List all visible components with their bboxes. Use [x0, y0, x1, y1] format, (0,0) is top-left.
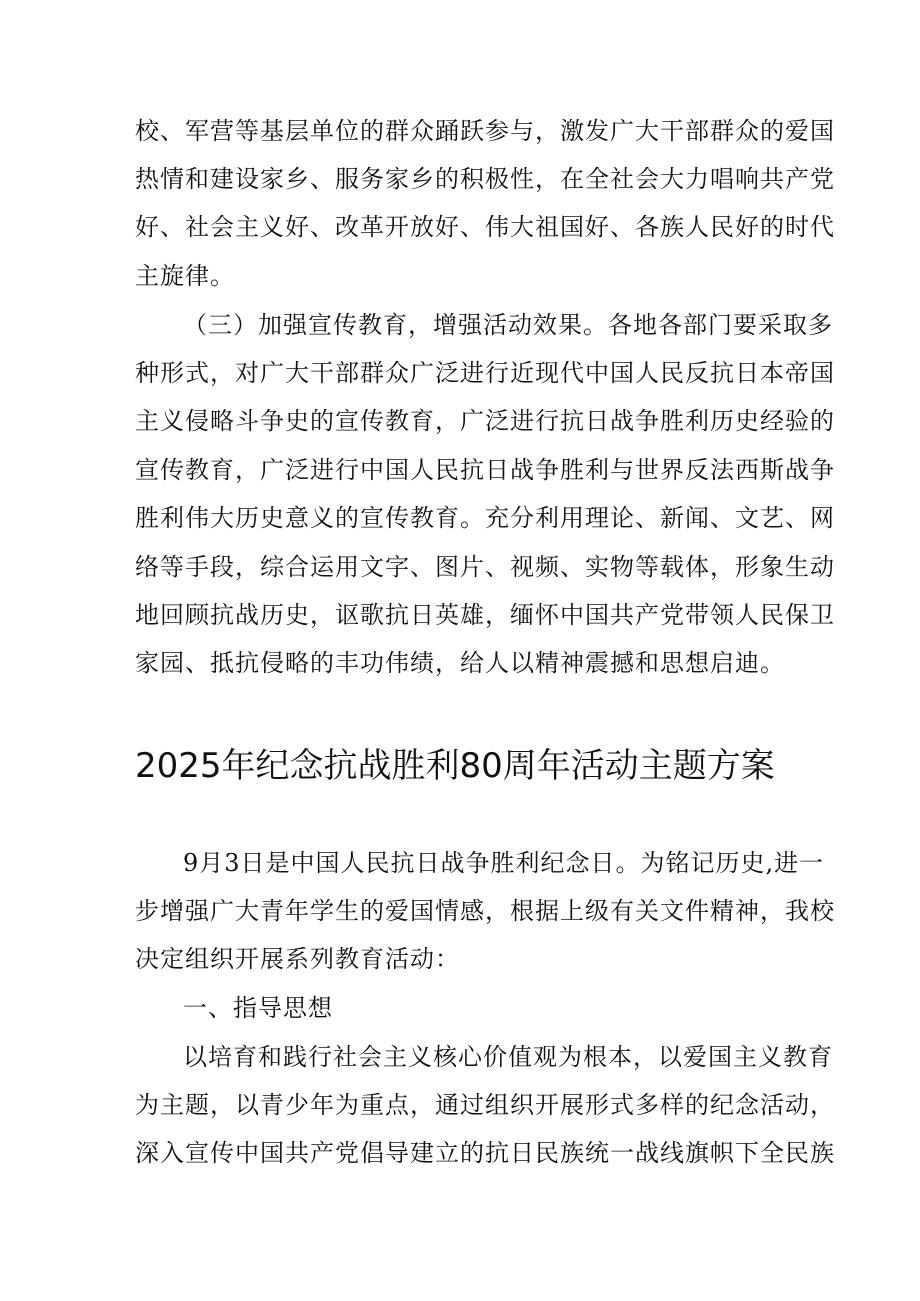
paragraph-line: 种形式，对广大干部群众广泛进行近现代中国人民反抗日本帝国: [135, 359, 835, 387]
paragraph-line: 络等手段，综合运用文字、图片、视频、实物等载体，形象生动: [135, 553, 835, 581]
document-title: 2025年纪念抗战胜利80周年活动主题方案: [135, 746, 775, 786]
paragraph-line: 9月3日是中国人民抗日战争胜利纪念日。为铭记历史,进一: [183, 849, 825, 877]
paragraph-line: 深入宣传中国共产党倡导建立的抗日民族统一战线旗帜下全民族: [135, 1139, 835, 1167]
section-heading: 一、指导思想: [183, 994, 333, 1022]
paragraph-line: 热情和建设家乡、服务家乡的积极性，在全社会大力唱响共产党: [135, 165, 835, 193]
paragraph-line: 校、军营等基层单位的群众踊跃参与，激发广大干部群众的爱国: [135, 117, 835, 145]
paragraph-line: 以培育和践行社会主义核心价值观为根本，以爱国主义教育: [183, 1043, 833, 1071]
paragraph-line: 主旋律。: [135, 262, 235, 290]
paragraph-line: 胜利伟大历史意义的宣传教育。充分利用理论、新闻、文艺、网: [135, 504, 835, 532]
paragraph-line: 步增强广大青年学生的爱国情感，根据上级有关文件精神，我校: [135, 897, 835, 925]
paragraph-line: （三）加强宣传教育，增强活动效果。各地各部门要采取多: [183, 311, 833, 339]
paragraph-line: 决定组织开展系列教育活动：: [135, 945, 460, 973]
paragraph-line: 为主题，以青少年为重点，通过组织开展形式多样的纪念活动，: [135, 1091, 835, 1119]
paragraph-line: 主义侵略斗争史的宣传教育，广泛进行抗日战争胜利历史经验的: [135, 407, 835, 435]
paragraph-line: 家园、抵抗侵略的丰功伟绩，给人以精神震撼和思想启迪。: [135, 649, 785, 677]
paragraph-line: 好、社会主义好、改革开放好、伟大祖国好、各族人民好的时代: [135, 213, 835, 241]
paragraph-line: 宣传教育，广泛进行中国人民抗日战争胜利与世界反法西斯战争: [135, 456, 835, 484]
paragraph-line: 地回顾抗战历史，讴歌抗日英雄，缅怀中国共产党带领人民保卫: [135, 601, 835, 629]
